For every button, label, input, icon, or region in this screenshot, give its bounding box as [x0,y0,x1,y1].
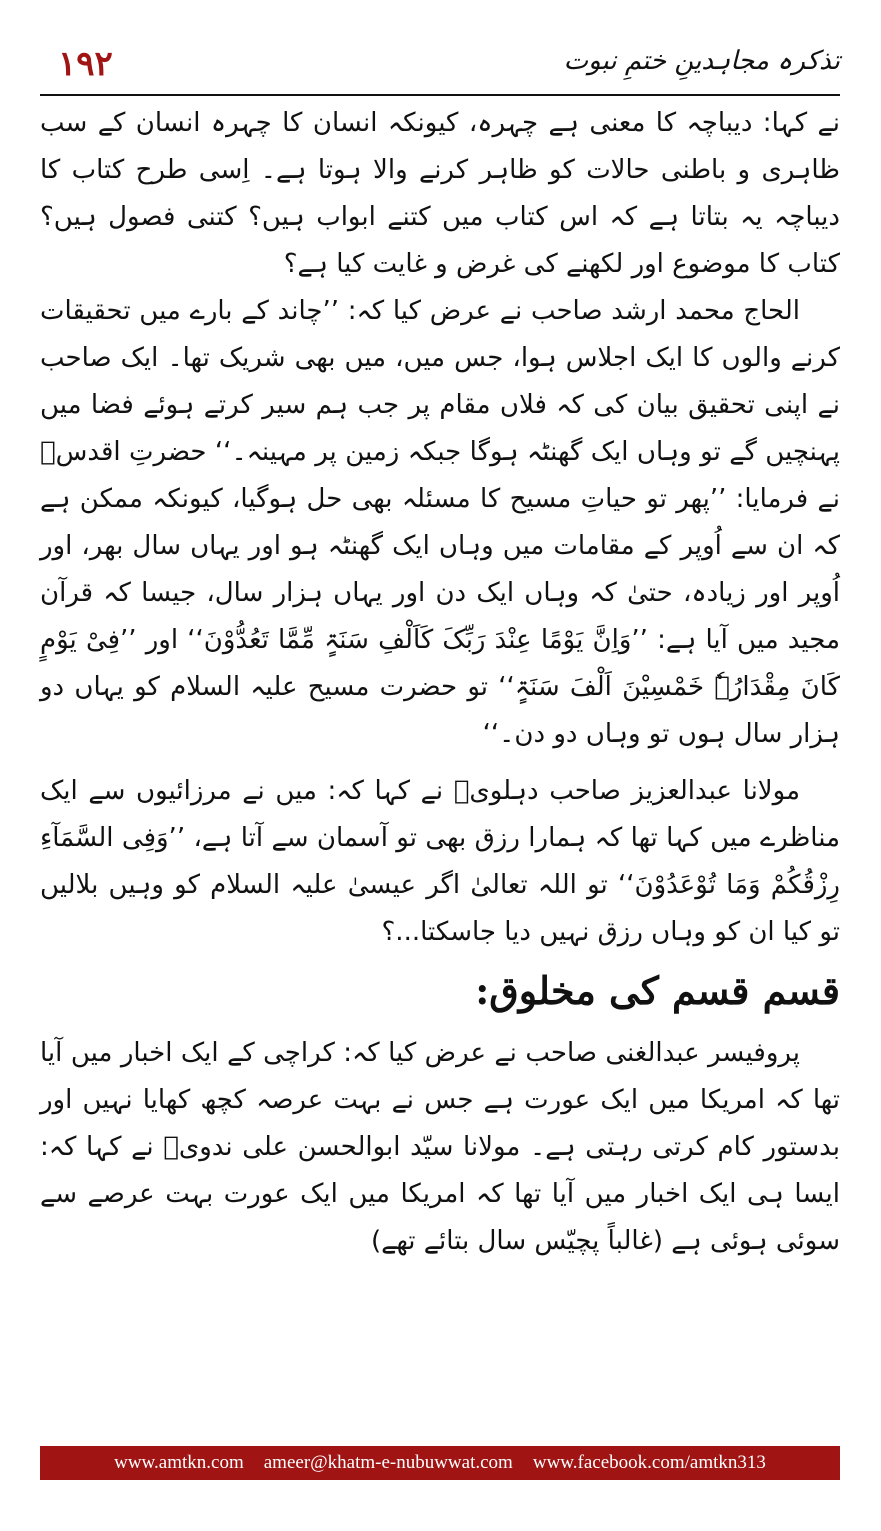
paragraph: الحاج محمد ارشد صاحب نے عرض کیا کہ: ’’چاند کے بارے میں تحقیقات کرنے والوں کا ایک اجلاس ہوا، جس میں، میں بھی شریک تھا۔ ایک صاحب نے اپنی تحقیق بیان کی کہ فلاں مقام پر جب ہم سیر کرتے ہوئے فضا میں پہنچیں گے تو وہاں ایک گھنٹہ ہوگا جبکہ زمین پر مہینہ۔‘‘ حضرتِ اقدسؒ نے فرمایا: ’’پھر تو حیاتِ مسیح کا مسئلہ بھی حل ہوگیا، کیونکہ ممکن ہے کہ ان سے اُوپر کے مقامات میں وہاں ایک گھنٹہ ہو اور یہاں سال بھر، اور اُوپر اور زیادہ، حتیٰ کہ وہاں ایک دن اور یہاں ہزار سال، جیسا کہ قرآن مجید میں آیا ہے: ’’وَاِنَّ یَوْمًا عِنْدَ رَبِّکَ کَاَلْفِ سَنَۃٍ مِّمَّا تَعُدُّوْنَ‘‘ اور ’’فِیْ یَوْمٍ کَانَ مِقْدَارُہٗ خَمْسِیْنَ اَلْفَ سَنَۃٍ‘‘ تو حضرت مسیح علیہ السلام کو یہاں دو ہزار سال ہوں تو وہاں دو دن۔‘‘ [40,296,840,749]
footer-facebook[interactable]: www.facebook.com/amtkn313 [532,1452,766,1473]
footer-email[interactable]: ameer@khatm-e-nubuwwat.com [263,1452,513,1473]
paragraph: پروفیسر عبدالغنی صاحب نے عرض کیا کہ: کراچی کے ایک اخبار میں آیا تھا کہ امریکا میں ایک عورت ہے جس نے بہت عرصہ کچھ کھایا نہیں اور بدستور کام کرتی رہتی ہے۔ مولانا سیّد ابوالحسن علی ندویؒ نے کہا کہ: ایسا ہی ایک اخبار میں آیا تھا کہ امریکا میں ایک عورت بہت عرصے سے سوئی ہوئی ہے (غالباً پچیّس سال بتائے تھے) [40,1038,840,1256]
page-number: ۱۹۲ [58,44,113,84]
section-heading: قسم قسم کی مخلوق: [475,968,840,1013]
running-title: تذکرہ مجاہدینِ ختمِ نبوت [563,46,840,76]
page-body [40,100,840,1265]
footer-website[interactable]: www.amtkn.com [114,1452,244,1473]
page-header [40,40,840,92]
paragraph-gap [40,758,840,768]
paragraph: مولانا عبدالعزیز صاحب دہلویؒ نے کہا کہ: میں نے مرزائیوں سے ایک مناظرے میں کہا تھا کہ ہمارا رزق بھی تو آسمان سے آتا ہے، ’’وَفِی السَّمَآءِ رِزْقُکُمْ وَمَا تُوْعَدُوْنَ‘‘ تو اللہ تعالیٰ اگر عیسیٰ علیہ السلام کو وہیں بلالیں تو کیا ان کو وہاں رزق نہیں دیا جاسکتا...؟ [40,776,840,947]
header-divider [40,94,840,96]
footer-bar [40,1446,840,1480]
paragraph: نے کہا: دیباچہ کا معنی ہے چہرہ، کیونکہ انسان کا چہرہ انسان کے سب ظاہری و باطنی حالات کو ظاہر کرنے والا ہوتا ہے۔ اِسی طرح کتاب کا دیباچہ یہ بتاتا ہے کہ اس کتاب میں کتنے ابواب ہیں؟ کتنی فصول ہیں؟ کتاب کا موضوع اور لکھنے کی غرض و غایت کیا ہے؟ [40,108,840,279]
